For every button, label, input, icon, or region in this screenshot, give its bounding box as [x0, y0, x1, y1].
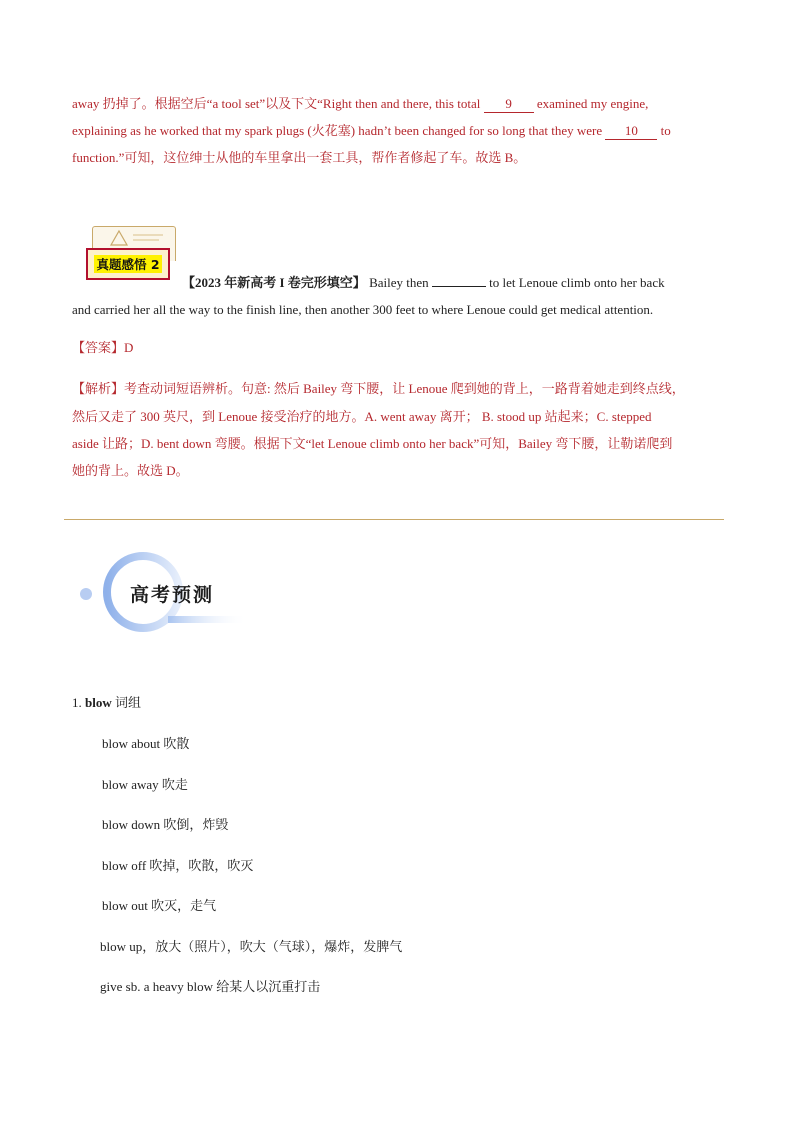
vocab-heading: 1. blow 词组	[72, 695, 141, 710]
analysis-line-3: aside 让路；D. bent down 弯腰。根据下文“let Lenoue climb onto her back”可知，Bailey 弯下腰，让勒诺爬到	[72, 436, 673, 451]
blank-9: 9	[484, 96, 534, 113]
question-line-2: and carried her all the way to the finish line, then another 300 feet to where Lenoue could get medical attention.	[72, 302, 654, 317]
badge-label: 真题感悟 2	[96, 257, 160, 272]
explanation-continued	[72, 90, 724, 171]
question-blank	[432, 286, 486, 287]
section-header	[78, 552, 258, 632]
analysis-block	[72, 375, 724, 484]
question-source: 【2023 年新高考 I 卷完形填空】	[182, 275, 366, 290]
section-title: 高考预测	[130, 584, 215, 606]
analysis-line-1: 【解析】考查动词短语辨析。句意: 然后 Bailey 弯下腰，让 Lenoue 爬到她的背上，一路背着她走到终点线，	[72, 381, 685, 397]
section-divider	[64, 519, 724, 520]
vocab-item: blow off 吹掉，吹散，吹灭	[102, 858, 254, 873]
analysis-line-2: 然后又走了 300 英尺，到 Lenoue 接受治疗的地方。A. went away 离开； B. stood up 站起来；C. stepped	[72, 409, 652, 424]
analysis-tag: 【解析】	[72, 382, 125, 397]
vocab-item: blow away 吹走	[102, 777, 188, 792]
explanation-line-3: function.”可知，这位绅士从他的车里拿出一套工具，帮作者修起了车。故选 B。	[72, 150, 527, 165]
answer-value: D	[124, 340, 134, 355]
vocab-item: blow about 吹散	[102, 736, 190, 751]
answer-line	[72, 334, 724, 362]
blank-10: 10	[605, 123, 657, 140]
explanation-line-1: away 扔掉了。根据空后“a tool set”以及下文“Right then and there, this total 9 examined my engine,	[72, 96, 649, 111]
vocab-item: blow down 吹倒，炸毁	[102, 817, 229, 832]
question-block	[72, 269, 724, 323]
vocab-item: blow out 吹灭，走气	[102, 898, 217, 913]
explanation-line-2: explaining as he worked that my spark plugs (火花塞) hadn’t been changed for so long that they were 10 to	[72, 123, 671, 138]
question-line-1: 【2023 年新高考 I 卷完形填空】 Bailey then to let Lenoue climb onto her back	[182, 275, 665, 290]
vocab-item: give sb. a heavy blow 给某人以沉重打击	[100, 979, 321, 994]
vocab-item: blow up，放大（照片），吹大（气球），爆炸，发脾气	[100, 939, 403, 954]
answer-tag: 【答案】	[72, 341, 125, 356]
analysis-line-4: 她的背上。故选 D。	[72, 463, 189, 478]
